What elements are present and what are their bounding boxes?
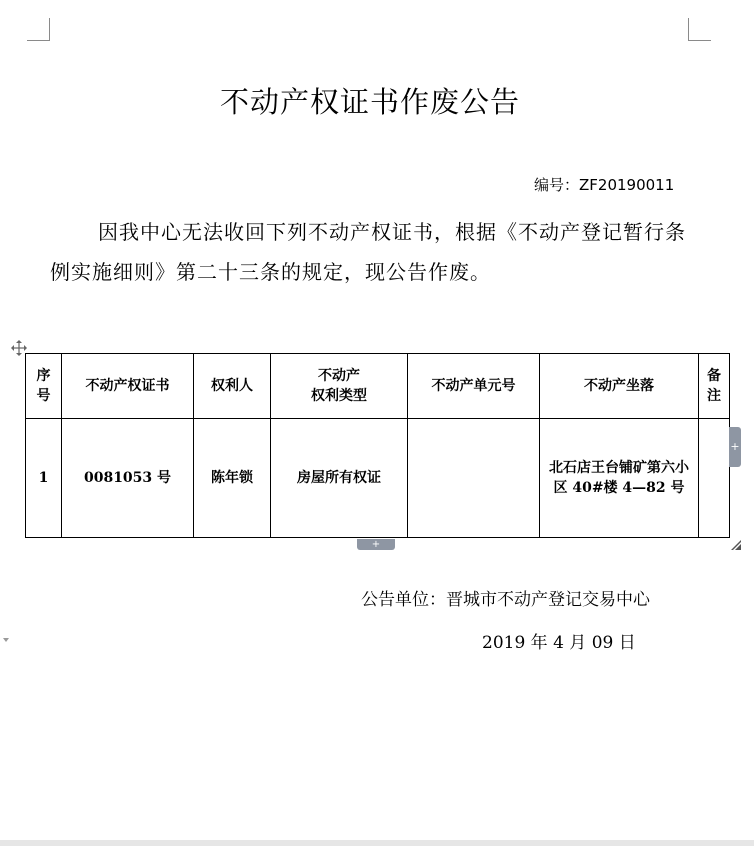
cell-remark (699, 419, 730, 538)
cell-holder: 陈年锁 (194, 419, 271, 538)
issue-date: 2019 年 4 月 09 日 (482, 633, 636, 653)
page-corner-mark-top-right (688, 18, 711, 41)
header-certificate: 不动产权证书 (62, 354, 194, 419)
header-seq (26, 354, 62, 419)
header-seq-line1: 序 (36, 368, 51, 384)
header-unit-number: 不动产单元号 (408, 354, 540, 419)
bottom-scroll-strip (0, 840, 754, 846)
table-row (26, 419, 730, 538)
issuing-unit: 公告单位：晋城市不动产登记交易中心 (361, 590, 650, 610)
cell-unit-number (408, 419, 540, 538)
notice-body-text: 因我中心无法收回下列不动产权证书，根据《不动产登记暂行条例实施细则》第二十三条的规定，现公告作废。 (50, 220, 686, 284)
header-remark-line1: 备 (707, 368, 721, 384)
resize-icon[interactable] (731, 540, 741, 550)
add-row-button[interactable] (357, 539, 395, 550)
document-number: 编号：ZF20190011 (534, 176, 675, 194)
cell-right-type: 房屋所有权证 (271, 419, 408, 538)
cell-certificate: 0081053 号 (62, 419, 194, 538)
header-holder: 权利人 (194, 354, 271, 419)
cell-seq: 1 (26, 419, 62, 538)
header-right-type-line2: 权利类型 (311, 388, 367, 404)
header-seq-line2: 号 (36, 388, 51, 404)
header-location: 不动产坐落 (540, 354, 699, 419)
plus-icon: + (371, 539, 381, 550)
table-header-row (26, 354, 730, 419)
cell-location: 北石店王台铺矿第六小区 40#楼 4—82 号 (540, 419, 699, 538)
header-right-type-line1: 不动产 (318, 368, 360, 384)
paragraph-marker-icon (3, 638, 9, 642)
certificate-table (25, 353, 730, 538)
header-right-type (271, 354, 408, 419)
add-column-button[interactable] (729, 427, 741, 467)
document-title: 不动产权证书作废公告 (219, 85, 520, 119)
page-corner-mark-top-left (27, 18, 50, 41)
header-remark-line2: 注 (707, 388, 721, 404)
plus-icon: + (730, 440, 740, 453)
header-remark (699, 354, 730, 419)
